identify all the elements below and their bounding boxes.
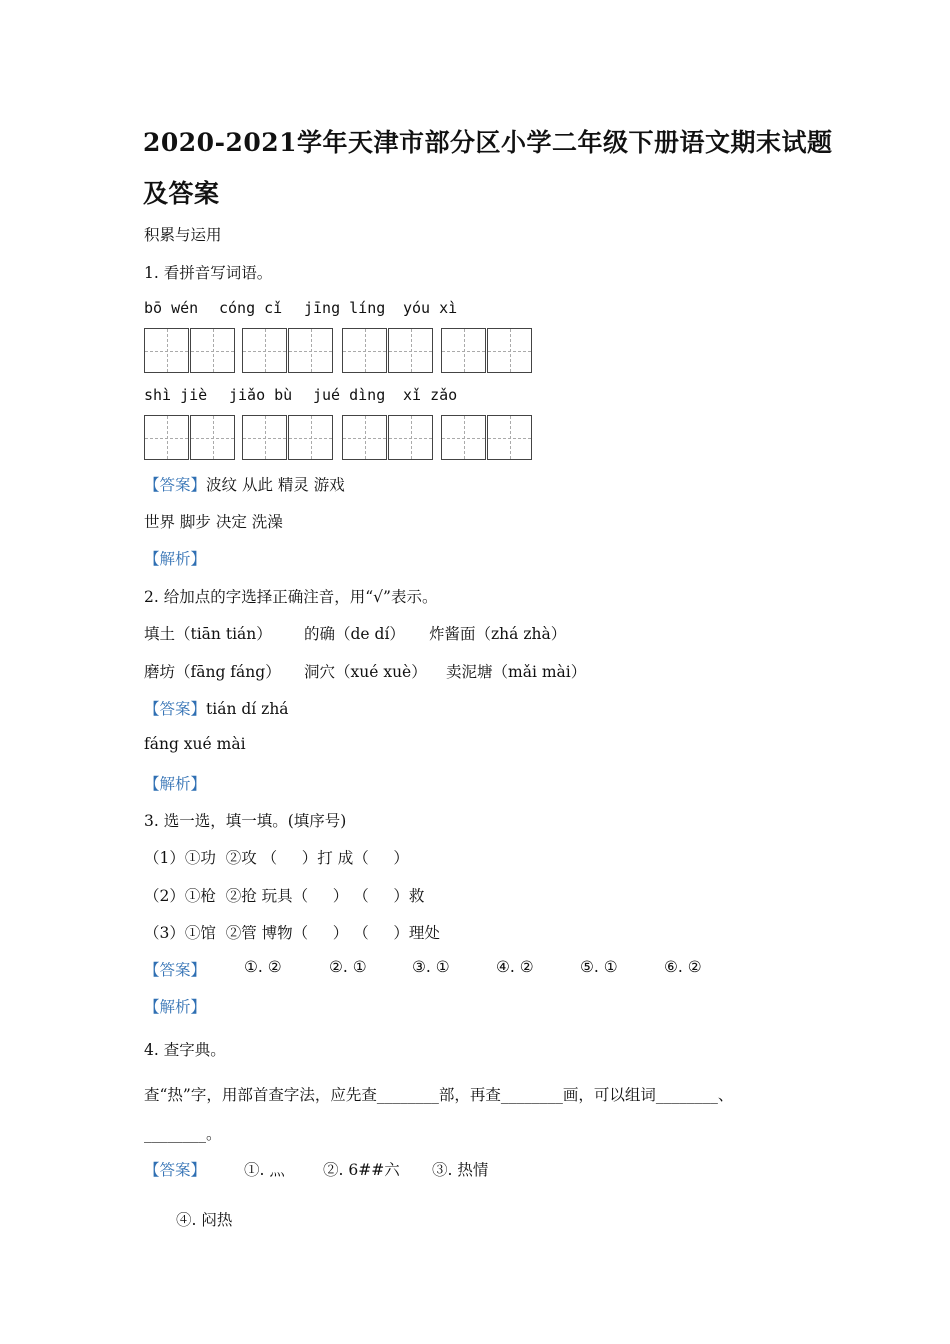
q2-item-1: 填土（tiān tián） <box>144 625 272 643</box>
word-box[interactable] <box>441 328 533 374</box>
word-box[interactable] <box>242 328 334 374</box>
q2-item-6: 卖泥塘（mǎi mài） <box>446 663 587 681</box>
q3-answer-4: ④. ② <box>496 958 534 976</box>
q3-analysis-tag: 【解析】 <box>144 998 207 1016</box>
q3-answer-5: ⑤. ① <box>580 958 618 976</box>
q4-line1: 查“热”字，用部首查字法，应先查________部，再查________画，可以组词________、 <box>144 1086 734 1104</box>
q2-item-3: 炸酱面（zhá zhà） <box>429 625 567 643</box>
q1-answer-line2: 世界 脚步 决定 洗澡 <box>144 513 283 531</box>
q1-answer-line1: 波纹 从此 精灵 游戏 <box>206 476 345 494</box>
q3-row-3: （3）①馆 ②管 博物（ ） （ ）理处 <box>144 924 440 942</box>
word-box[interactable] <box>242 415 334 461</box>
word-box[interactable] <box>144 328 236 374</box>
q2-answer <box>144 697 289 719</box>
q2-answer-line1: tián dí zhá <box>206 700 289 718</box>
q1-analysis-tag: 【解析】 <box>144 550 207 568</box>
answer-tag: 【答案】 <box>144 476 207 494</box>
q4-answer-2: ②. 6##六 <box>323 1161 400 1179</box>
q1-stem: 1. 看拼音写词语。 <box>144 264 273 282</box>
q2-answer-line2: fáng xué mài <box>144 735 246 753</box>
q1-pinyin-4: yóu xì <box>403 299 458 317</box>
q2-item-2: 的确（de dí） <box>304 625 405 643</box>
q4-line2: ________。 <box>144 1125 222 1143</box>
word-box[interactable] <box>441 415 533 461</box>
q1-pinyin-8: xǐ zǎo <box>403 386 458 404</box>
q3-answer-2: ②. ① <box>329 958 367 976</box>
q3-stem: 3. 选一选，填一填。(填序号) <box>144 812 347 830</box>
answer-tag: 【答案】 <box>144 700 207 718</box>
q2-stem: 2. 给加点的字选择正确注音，用“√”表示。 <box>144 588 438 606</box>
q4-answer-4: ④. 闷热 <box>176 1211 233 1229</box>
q4-answer-3: ③. 热情 <box>432 1161 489 1179</box>
q4-answer-1: ①. 灬 <box>244 1161 285 1179</box>
page-title-line1: 2020-2021学年天津市部分区小学二年级下册语文期末试题 <box>143 128 833 157</box>
q1-pinyin-5: shì jiè <box>144 386 208 404</box>
q1-writing-grid-row1 <box>144 328 544 374</box>
q2-analysis-tag: 【解析】 <box>144 775 207 793</box>
q1-pinyin-1: bō wén <box>144 299 199 317</box>
q1-writing-grid-row2 <box>144 415 544 461</box>
q3-answer-1: ①. ② <box>244 958 282 976</box>
q1-answer <box>144 473 345 495</box>
q1-pinyin-3: jīng líng <box>304 299 386 317</box>
word-box[interactable] <box>342 328 434 374</box>
q3-row-1: （1）①功 ②攻 （ ）打 成（ ） <box>144 849 409 867</box>
q1-pinyin-2: cóng cǐ <box>219 299 283 317</box>
q4-answer-tag: 【答案】 <box>144 1161 207 1179</box>
q3-row-2: （2）①枪 ②抢 玩具（ ） （ ）救 <box>144 887 425 905</box>
q3-answer-tag: 【答案】 <box>144 961 207 979</box>
page-title-line2: 及答案 <box>143 179 220 208</box>
q2-item-5: 洞穴（xué xuè） <box>304 663 427 681</box>
q4-stem: 4. 查字典。 <box>144 1041 226 1059</box>
q1-pinyin-6: jiǎo bù <box>229 386 293 404</box>
q1-pinyin-7: jué dìng <box>313 386 386 404</box>
q3-answer-6: ⑥. ② <box>664 958 702 976</box>
q3-answer-3: ③. ① <box>412 958 450 976</box>
section-heading: 积累与运用 <box>144 226 222 244</box>
q2-item-4: 磨坊（fāng fáng） <box>144 663 281 681</box>
word-box[interactable] <box>342 415 434 461</box>
word-box[interactable] <box>144 415 236 461</box>
